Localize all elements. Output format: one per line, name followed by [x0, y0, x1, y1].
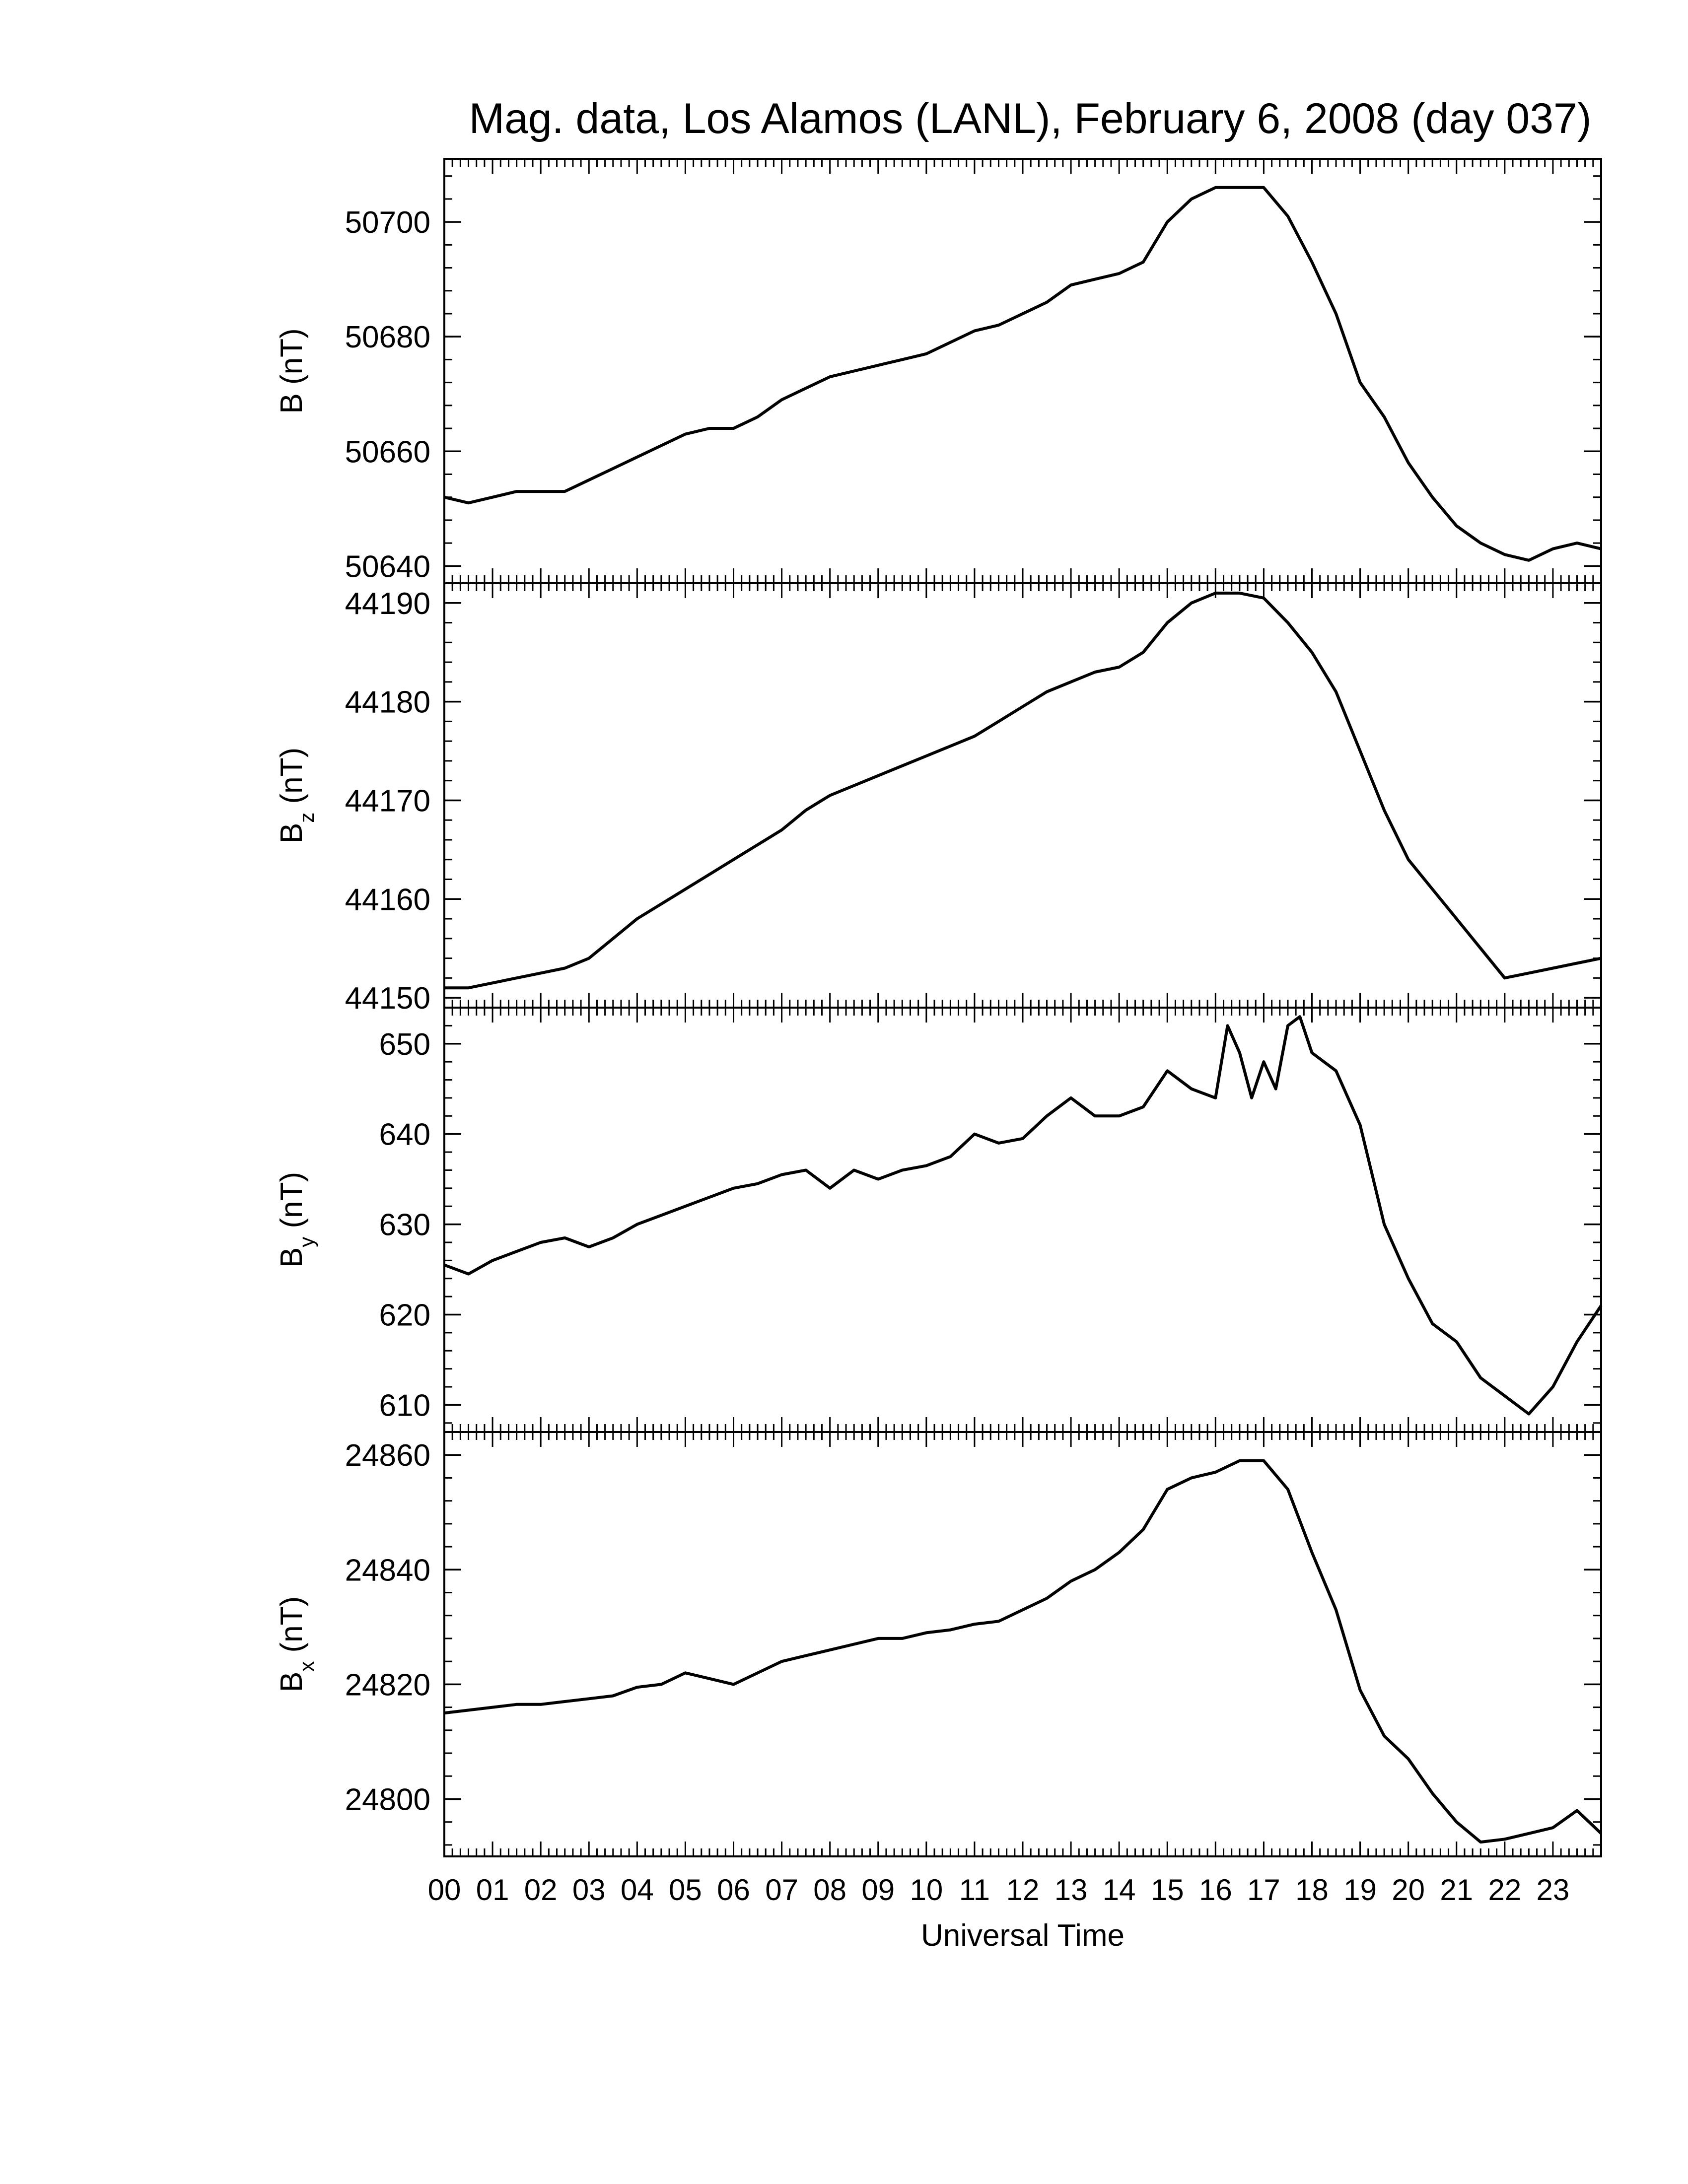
- x-tick-label: 04: [620, 1873, 654, 1907]
- y-label-subscript: x: [295, 1661, 318, 1672]
- y-label-main: B: [275, 393, 309, 414]
- y-tick-label: 24840: [345, 1553, 430, 1588]
- x-tick-label: 09: [861, 1873, 895, 1907]
- x-tick-label: 07: [765, 1873, 798, 1907]
- x-tick-label: 17: [1247, 1873, 1280, 1907]
- y-tick-label: 610: [379, 1388, 430, 1423]
- y-tick-label: 620: [379, 1298, 430, 1333]
- x-tick-label: 12: [1006, 1873, 1040, 1907]
- x-tick-label: 06: [717, 1873, 750, 1907]
- y-tick-label: 50640: [345, 549, 430, 584]
- y-tick-label: 630: [379, 1208, 430, 1242]
- y-tick-label: 44150: [345, 981, 430, 1016]
- y-label-unit: (nT): [275, 1596, 309, 1661]
- x-tick-label: 00: [427, 1873, 461, 1907]
- figure-title: Mag. data, Los Alamos (LANL), February 6, 2008 (day 037): [469, 95, 1592, 142]
- x-tick-label: 14: [1102, 1873, 1136, 1907]
- y-tick-label: 50680: [345, 320, 430, 355]
- x-tick-label: 03: [572, 1873, 606, 1907]
- y-label-unit: (nT): [275, 1171, 309, 1237]
- y-label-main: B: [275, 822, 309, 844]
- x-tick-label: 01: [476, 1873, 509, 1907]
- y-tick-label: 650: [379, 1027, 430, 1062]
- x-tick-label: 22: [1488, 1873, 1522, 1907]
- x-tick-label: 05: [669, 1873, 702, 1907]
- y-label-main: B: [275, 1671, 309, 1693]
- x-tick-label: 11: [959, 1873, 990, 1907]
- x-tick-label: 19: [1343, 1873, 1377, 1907]
- y-tick-label: 640: [379, 1117, 430, 1152]
- y-tick-label: 50700: [345, 205, 430, 240]
- y-label-unit: (nT): [275, 328, 309, 394]
- y-tick-label: 24820: [345, 1668, 430, 1703]
- x-tick-label: 21: [1440, 1873, 1474, 1907]
- y-tick-label: 50660: [345, 435, 430, 470]
- y-label-subscript: z: [295, 812, 318, 823]
- y-label-subscript: y: [295, 1236, 318, 1247]
- x-tick-label: 18: [1295, 1873, 1329, 1907]
- x-tick-label: 10: [910, 1873, 943, 1907]
- y-tick-label: 24800: [345, 1782, 430, 1817]
- x-tick-label: 08: [813, 1873, 847, 1907]
- x-tick-label: 20: [1392, 1873, 1425, 1907]
- y-label-unit: (nT): [275, 747, 309, 813]
- y-tick-label: 44170: [345, 784, 430, 819]
- x-tick-label: 23: [1536, 1873, 1570, 1907]
- x-tick-label: 02: [524, 1873, 558, 1907]
- y-tick-label: 24860: [345, 1438, 430, 1473]
- x-tick-label: 16: [1198, 1873, 1232, 1907]
- y-axis-label-panel-1: [275, 328, 309, 413]
- y-tick-label: 44160: [345, 883, 430, 917]
- y-tick-label: 44180: [345, 685, 430, 720]
- y-tick-label: 44190: [345, 586, 430, 621]
- x-tick-label: 13: [1054, 1873, 1088, 1907]
- y-label-main: B: [275, 1247, 309, 1268]
- x-axis-label: Universal Time: [921, 1918, 1125, 1953]
- x-tick-label: 15: [1150, 1873, 1184, 1907]
